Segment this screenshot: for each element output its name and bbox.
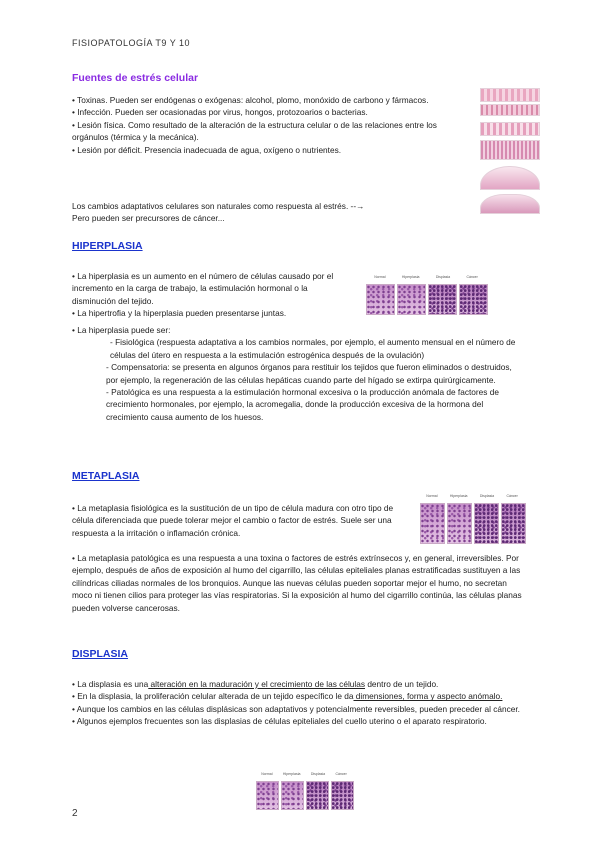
tissue-strip-image [480, 122, 540, 136]
page-number: 2 [72, 808, 78, 819]
displasia-text: • La displasia es una [72, 679, 149, 689]
micrograph-panel [366, 284, 395, 315]
hiperplasia-paragraph: • La hiperplasia puede ser: [72, 325, 171, 335]
displasia-underlined-text: alteración en la maduración y el crecimiento de las células [148, 679, 366, 689]
metaplasia-intro [72, 502, 402, 539]
displasia-text: dentro de un tejido. [365, 679, 439, 689]
micrograph-panel [474, 503, 499, 544]
tissue-strip-image [480, 194, 540, 214]
micrograph-label: Normal [261, 772, 273, 776]
stress-item: • Lesión física. Como resultado de la alteración de la estructura celular o de las relaciones entre los orgánulos (térmica y la mecánica). [72, 119, 437, 143]
micrograph-label: Hiperplasia [401, 275, 420, 279]
stress-item: • Lesión por déficit. Presencia inadecuada de agua, oxígeno o nutrientes. [72, 144, 342, 155]
hiperplasia-paragraph: • La hipertrofia y la hiperplasia pueden presentarse juntas. [72, 308, 287, 319]
stress-item: • Infección. Pueden ser ocasionadas por virus, hongos, protozoarios o bacterias. [72, 107, 368, 118]
tissue-strip-image [480, 166, 540, 190]
metaplasia-micrograph [420, 494, 524, 544]
micrograph-label: Cáncer [335, 772, 347, 776]
micrograph-label: Cáncer [506, 494, 518, 498]
micrograph-panel [256, 781, 279, 810]
stress-note-line: Los cambios adaptativos celulares son naturales como respuesta al estrés. --→ [72, 201, 365, 211]
hiperplasia-micrograph [366, 275, 486, 315]
micrograph-panel [331, 781, 354, 810]
displasia-paragraph [72, 690, 524, 702]
tissue-strip-image [480, 140, 540, 160]
page-header: FISIOPATOLOGÍA T9 Y 10 [72, 38, 191, 48]
metaplasia-body [72, 552, 524, 614]
hiperplasia-types [72, 324, 524, 423]
micrograph-label: Displasia [310, 772, 326, 776]
stress-list [72, 94, 464, 156]
displasia-body [72, 678, 524, 728]
displasia-paragraph: • Aunque los cambios en las células displásicas son adaptativos y potencialmente reversibles, pueden preceder al cáncer. [72, 703, 520, 714]
metaplasia-paragraph: • La metaplasia fisiológica es la sustitución de un tipo de célula madura con otro tipo de célula diferenciada que puede tolerar mejor el cambio o factor de estrés. Suele ser una respuesta a la irritación o inflamación crónica. [72, 503, 394, 538]
micrograph-panel [459, 284, 488, 315]
micrograph-panel [428, 284, 457, 315]
metaplasia-paragraph: • La metaplasia patológica es una respuesta a una toxina o factores de estrés extrínsecos y, en general, irreversibles. Por ejemplo, después de años de exposición al humo del cigarrillo, las células epiteliales planas estratificadas sustituyen a las cilíndricas ciliadas normales de los bronquios. Aunque las nuevas células pueden soportar mejor el humo, no secretan moco ni tienen cilios para proteger las vías respiratorias. Si la exposición al humo del cigarrillo continúa, las células planas pueden volverse cancerosas. [72, 553, 522, 613]
micrograph-label: Displasia [435, 275, 451, 279]
micrograph-label: Displasia [479, 494, 495, 498]
displasia-paragraph [72, 678, 524, 690]
displasia-paragraph: • Algunos ejemplos frecuentes son las displasias de células epiteliales del cuello uterino o el aparato respiratorio. [72, 716, 487, 727]
micrograph-label: Cáncer [466, 275, 478, 279]
tissue-strip-image [480, 88, 540, 102]
stress-item: • Toxinas. Pueden ser endógenas o exógenas: alcohol, plomo, monóxido de carbono y fármacos. [72, 95, 429, 105]
micrograph-panel [447, 503, 472, 544]
displasia-micrograph [256, 772, 352, 810]
section-title-metaplasia: METAPLASIA [72, 470, 140, 482]
micrograph-label: Normal [374, 275, 386, 279]
section-title-hiperplasia: HIPERPLASIA [72, 240, 143, 252]
hiperplasia-type-fisiologica: - Fisiológica (respuesta adaptativa a los cambios normales, por ejemplo, el aumento mensual en el número de células del útero en respuesta a la estimulación estrogénica después de la ovulación) [110, 337, 516, 360]
micrograph-label: Hiperplasia [449, 494, 468, 498]
stress-note-line: Pero pueden ser precursores de cáncer... [72, 213, 225, 224]
micrograph-panel [397, 284, 426, 315]
micrograph-label: Hiperplasia [282, 772, 301, 776]
section-title-displasia: DISPLASIA [72, 648, 129, 660]
micrograph-panel [281, 781, 304, 810]
hiperplasia-paragraph: • La hiperplasia es un aumento en el número de células causado por el incremento en la carga de trabajo, la estimulación hormonal o la disminución del tejido. [72, 271, 334, 306]
tissue-strip-image [480, 104, 540, 116]
micrograph-panel [420, 503, 445, 544]
displasia-underlined-text: dimensiones, forma y aspecto anómalo. [353, 691, 503, 702]
hiperplasia-intro [72, 270, 334, 320]
hiperplasia-type-patologica: - Patológica es una respuesta a la estimulación hormonal excesiva o la producción anómala de factores de crecimiento hormonales, por ejemplo, la acromegalia, donde la producción excesiva de la hormona del crecimiento causa aumento de los huesos. [106, 387, 499, 422]
micrograph-panel [306, 781, 329, 810]
stress-title: Fuentes de estrés celular [72, 72, 199, 84]
displasia-text: • En la displasia, la proliferación celular alterada de un tejido específico le da [72, 691, 354, 702]
micrograph-panel [501, 503, 526, 544]
stress-note [72, 200, 464, 225]
hiperplasia-type-compensatoria: - Compensatoria: se presenta en algunos órganos para restituir los tejidos que fueron eliminados o destruidos, por ejemplo, la regeneración de las células hepáticas cuando parte del hígado se extirpa quirúrgicamente. [106, 362, 512, 385]
micrograph-label: Normal [426, 494, 438, 498]
